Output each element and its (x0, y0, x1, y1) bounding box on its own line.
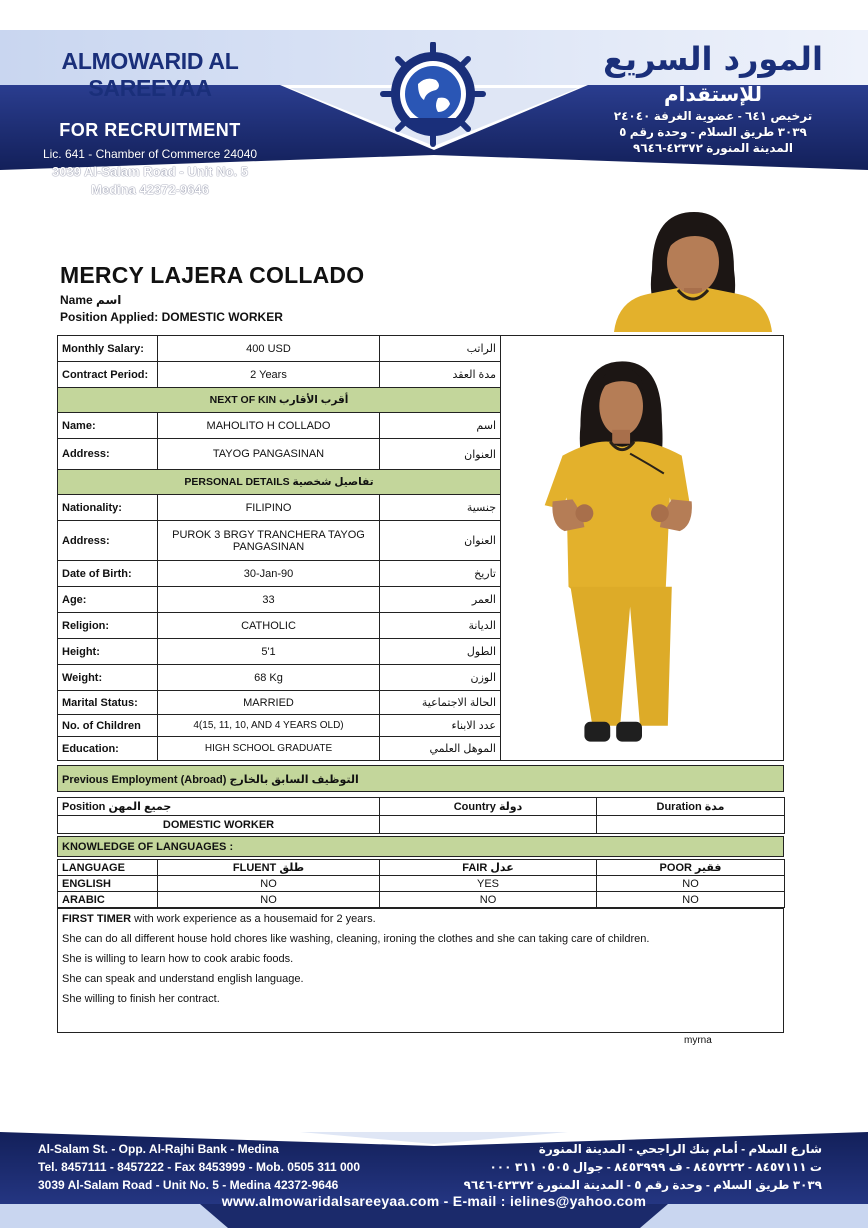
header-arabic (598, 40, 828, 155)
table-row (58, 737, 501, 761)
language-fluent: NO (158, 876, 380, 892)
col-country: Country دولة (380, 798, 597, 816)
children-label: No. of Children (58, 715, 158, 737)
children-value: 4(15, 11, 10, AND 4 YEARS OLD) (158, 715, 380, 737)
section-row (58, 470, 501, 495)
religion-label: Religion: (58, 613, 158, 639)
height-label: Height: (58, 639, 158, 665)
weight-value: 68 Kg (158, 665, 380, 691)
company-logo-icon (378, 42, 488, 152)
position-value: DOMESTIC WORKER (161, 310, 283, 324)
languages-header: KNOWLEDGE OF LANGUAGES : (57, 836, 784, 857)
section-row (58, 388, 501, 413)
language-fluent: NO (158, 892, 380, 908)
candidate-full-name: MERCY LAJERA COLLADO (60, 262, 365, 288)
kin-name-label-ar: اسم (380, 413, 501, 439)
brand-name-en: ALMOWARID AL SAREEYAA (61, 48, 239, 101)
salary-value: 400 USD (158, 336, 380, 362)
kin-name-label: Name: (58, 413, 158, 439)
next-of-kin-header: NEXT OF KIN أقرب الأقارب (58, 388, 501, 413)
address-line: 3039 Al-Salam Road - Unit No. 5 (51, 164, 248, 179)
city-line: Medina 42372-9646 (91, 182, 209, 197)
nationality-value: FILIPINO (158, 495, 380, 521)
address-line-ar: ٣٠٣٩ طريق السلام - وحدة رقم ٥ (619, 125, 807, 139)
language-poor: NO (597, 892, 785, 908)
height-value: 5'1 (158, 639, 380, 665)
remarks-line: She can speak and understand english language. (62, 973, 304, 985)
remarks-line: She is willing to learn how to cook arabic foods. (62, 953, 294, 965)
education-label-ar: الموهل العلمي (380, 737, 501, 761)
education-value: HIGH SCHOOL GRADUATE (158, 737, 380, 761)
marital-label-ar: الحالة الاجتماعية (380, 691, 501, 715)
footer-line-ar: ت ٨٤٥٧١١١ - ٨٤٥٧٢٢٢ - ف ٨٤٥٣٩٩٩ - جوال ٠٥٠٥ ٣١١ ٠٠٠ (489, 1160, 822, 1174)
employment-duration (597, 816, 785, 834)
personal-details-header: PERSONAL DETAILS تفاصيل شخصية (58, 470, 501, 495)
height-label-ar: الطول (380, 639, 501, 665)
position-label: Position Applied: (60, 310, 159, 324)
remarks-line: She willing to finish her contract. (62, 993, 220, 1005)
col-poor: POOR فقير (597, 860, 785, 876)
full-body-photo-frame (500, 335, 784, 761)
weight-label: Weight: (58, 665, 158, 691)
marital-value: MARRIED (158, 691, 380, 715)
table-row (58, 495, 501, 521)
employment-table (57, 797, 785, 834)
footer-line: 3039 Al-Salam Road - Unit No. 5 - Medina 42372-9646 (38, 1178, 339, 1192)
age-value: 33 (158, 587, 380, 613)
weight-label-ar: الوزن (380, 665, 501, 691)
signature-initials: myrna (684, 1035, 712, 1046)
city-line-ar: المدينة المنورة ٤٢٣٧٢-٩٦٤٦ (633, 141, 793, 155)
nationality-label-ar: جنسية (380, 495, 501, 521)
table-row (58, 336, 501, 362)
nationality-label: Nationality: (58, 495, 158, 521)
contract-label: Contract Period: (58, 362, 158, 388)
footer-line: Al-Salam St. - Opp. Al-Rajhi Bank - Medina (38, 1142, 279, 1156)
dob-label: Date of Birth: (58, 561, 158, 587)
employment-country (380, 816, 597, 834)
table-row (58, 561, 501, 587)
col-language: LANGUAGE (58, 860, 158, 876)
marital-label: Marital Status: (58, 691, 158, 715)
language-poor: NO (597, 876, 785, 892)
footer-line-ar: شارع السلام - أمام بنك الراجحي - المدينة المنورة (538, 1142, 822, 1156)
table-row (58, 816, 785, 834)
col-duration: Duration مدة (597, 798, 785, 816)
letterhead-header (0, 0, 868, 197)
footer-line-ar: ٣٠٣٩ طريق السلام - وحدة رقم ٥ - المدينة المنورة ٤٢٣٧٢-٩٦٤٦ (463, 1178, 822, 1192)
employment-position: DOMESTIC WORKER (58, 816, 380, 834)
col-fair: FAIR عدل (380, 860, 597, 876)
languages-table (57, 859, 785, 908)
table-header-row (58, 798, 785, 816)
footer-web-email[interactable]: www.almowaridalsareeyaa.com - E-mail : ielines@yahoo.com (221, 1193, 647, 1209)
col-position: Position جميع المهن (58, 798, 380, 816)
dob-label-ar: تاريخ (380, 561, 501, 587)
religion-label-ar: الديانة (380, 613, 501, 639)
name-label: Name اسم (60, 293, 122, 307)
table-row (58, 665, 501, 691)
col-fluent: FLUENT طلق (158, 860, 380, 876)
age-label-ar: العمر (380, 587, 501, 613)
kin-address-label-ar: العنوان (380, 439, 501, 470)
kin-address-label: Address: (58, 439, 158, 470)
first-timer-label: FIRST TIMER (62, 913, 132, 925)
contract-value: 2 Years (158, 362, 380, 388)
children-label-ar: عدد الابناء (380, 715, 501, 737)
language-name: ENGLISH (58, 876, 158, 892)
license-line-ar: ترخيص ٦٤١ - عضوية الغرفة ٢٤٠٤٠ (613, 109, 813, 123)
header-english (30, 48, 270, 197)
address-label: Address: (58, 521, 158, 561)
personal-details-table (57, 335, 501, 761)
table-row (58, 413, 501, 439)
table-row (58, 715, 501, 737)
dob-value: 30-Jan-90 (158, 561, 380, 587)
address-label-ar: العنوان (380, 521, 501, 561)
language-name: ARABIC (58, 892, 158, 908)
for-recruitment: FOR RECRUITMENT (59, 120, 241, 140)
language-fair: NO (380, 892, 597, 908)
age-label: Age: (58, 587, 158, 613)
kin-name-value: MAHOLITO H COLLADO (158, 413, 380, 439)
language-fair: YES (380, 876, 597, 892)
remarks-line (62, 913, 779, 926)
remarks-box (57, 908, 784, 1033)
salary-label: Monthly Salary: (58, 336, 158, 362)
table-row (58, 587, 501, 613)
license-line: Lic. 641 - Chamber of Commerce 24040 (42, 147, 258, 161)
recruitment-ar: للإستقدام (664, 84, 762, 106)
position-applied (60, 310, 364, 324)
table-row (58, 613, 501, 639)
address-value: PUROK 3 BRGY TRANCHERA TAYOG PANGASINAN (158, 521, 380, 561)
table-row (58, 439, 501, 470)
table-row (58, 876, 785, 892)
full-body-photo (501, 336, 783, 760)
education-label: Education: (58, 737, 158, 761)
footer-english (38, 1140, 360, 1194)
table-row (58, 892, 785, 908)
table-header-row (58, 860, 785, 876)
candidate-name-block (60, 262, 364, 324)
table-row (58, 521, 501, 561)
footer-line: Tel. 8457111 - 8457222 - Fax 8453999 - Mob. 0505 311 000 (38, 1160, 361, 1174)
salary-label-ar: الراتب (380, 336, 501, 362)
footer-arabic (464, 1140, 822, 1194)
brand-name-ar: المورد السريع (603, 40, 823, 78)
table-row (58, 691, 501, 715)
kin-address-value: TAYOG PANGASINAN (158, 439, 380, 470)
previous-employment-header: Previous Employment (Abroad) التوظيف السابق بالخارج (57, 765, 784, 792)
contract-label-ar: مدة العقد (380, 362, 501, 388)
table-row (58, 639, 501, 665)
table-row (58, 362, 501, 388)
remarks-line: She can do all different house hold chores like washing, cleaning, ironing the clothes and she can taking care of children. (62, 933, 650, 945)
remarks-line-text: with work experience as a housemaid for 2 years. (131, 913, 376, 925)
religion-value: CATHOLIC (158, 613, 380, 639)
headshot-photo (612, 210, 774, 332)
